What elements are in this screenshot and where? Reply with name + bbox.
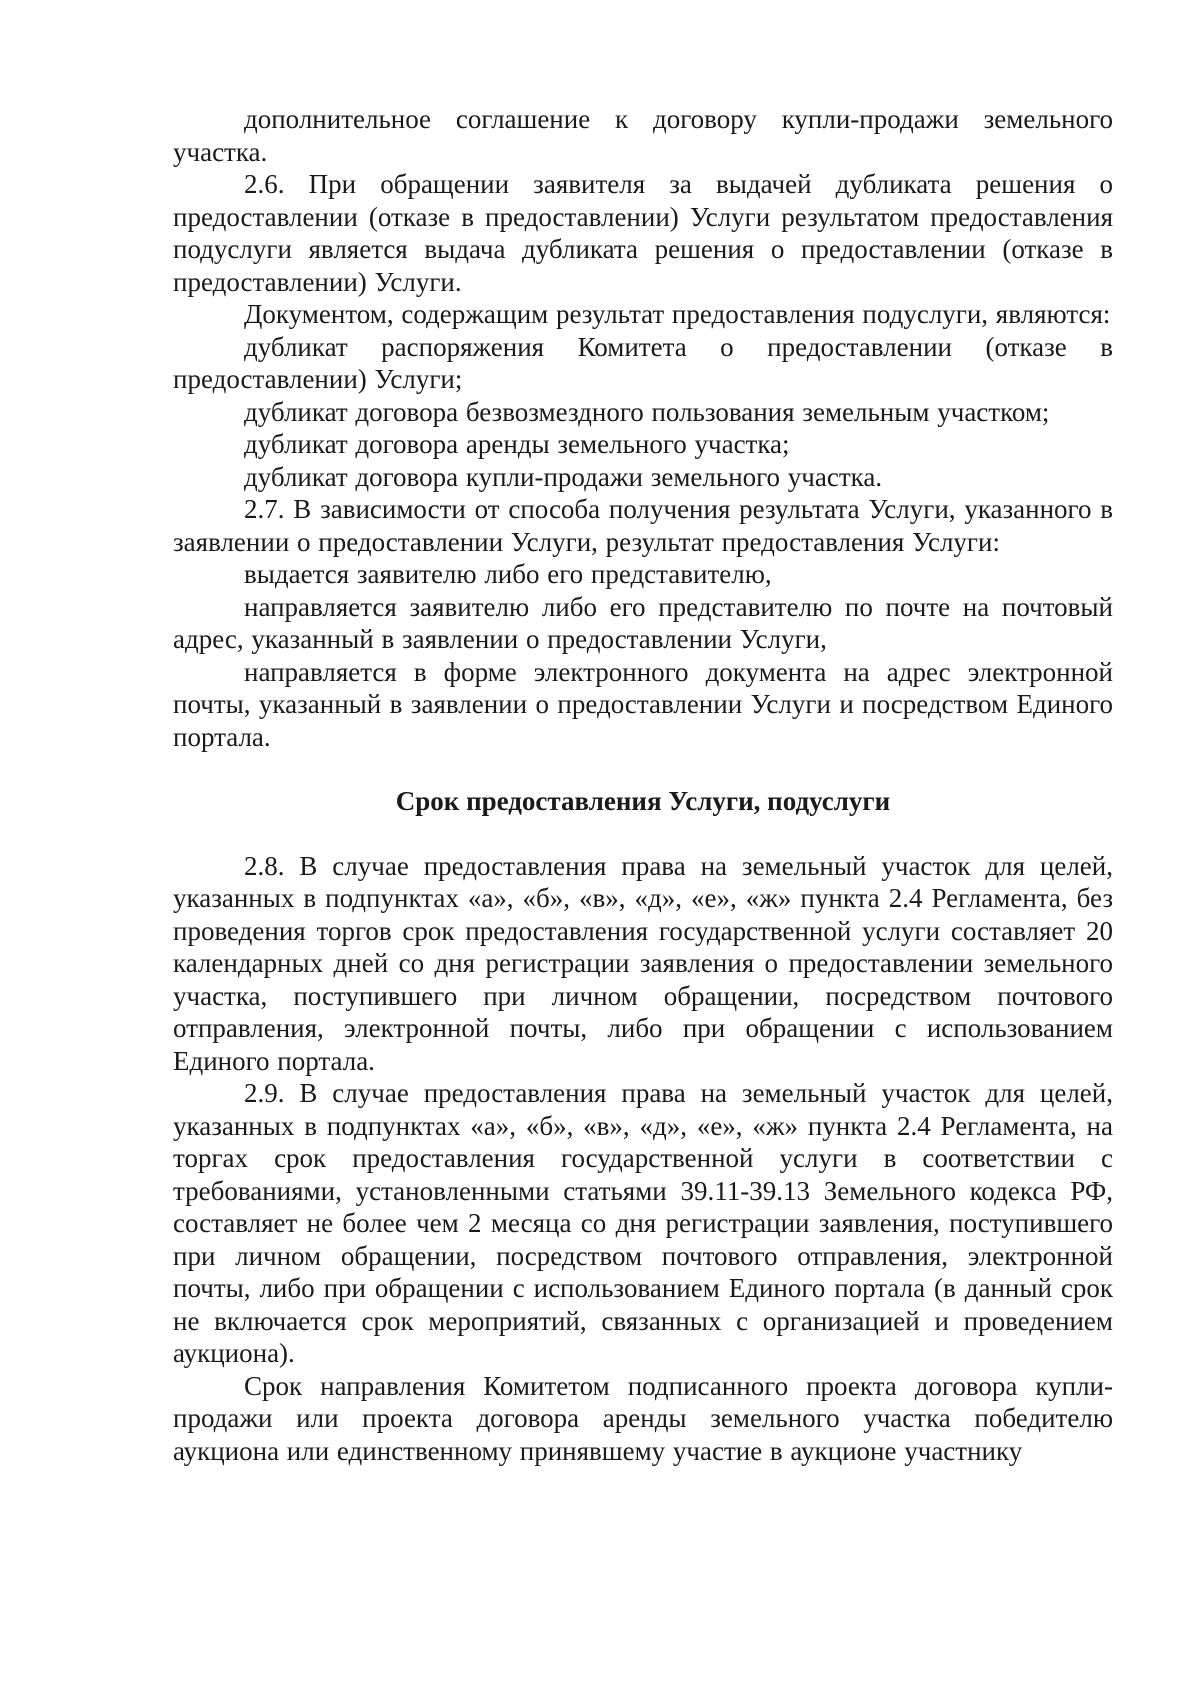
list-item-lease-contract: дубликат договора аренды земельного участка;	[244, 429, 790, 459]
list-item-mail: направляется заявителю либо его представителю по почте на почтовый адрес, указанный в заявлении о предоставлении Услуги,	[173, 591, 1113, 654]
paragraph-contract-deadline: Срок направления Комитетом подписанного проекта договора купли-продажи или проекта договора аренды земельного участка победителю аукциона или единственному принявшему участие в аукционе участнику	[173, 1370, 1113, 1466]
paragraph-result-documents: Документом, содержащим результат предоставления подуслуги, являются:	[244, 299, 1111, 329]
paragraph-2-7: 2.7. В зависимости от способа получения результата Услуги, указанного в заявлении о предоставлении Услуги, результат предоставления Услуги:	[173, 494, 1113, 557]
list-item-order-duplicate: дубликат распоряжения Комитета о предоставлении (отказе в предоставлении) Услуги;	[173, 331, 1113, 394]
list-item-electronic: направляется в форме электронного документа на адрес электронной почты, указанный в заявлении о предоставлении Услуги и посредством Единого портала.	[173, 656, 1113, 752]
list-item-issued: выдается заявителю либо его представителю,	[244, 559, 772, 589]
document-page	[173, 103, 1113, 1467]
section-heading: Срок предоставления Услуги, подуслуги	[395, 786, 891, 816]
paragraph-2-8: 2.8. В случае предоставления права на земельный участок для целей, указанных в подпунктах «а», «б», «в», «д», «е», «ж» пункта 2.4 Регламента, без проведения торгов срок предоставления государственной услуги составляет 20 календарных дней со дня регистрации заявления о предоставлении земельного участка, поступившего при личном обращении, посредством почтового отправления, электронной почты, либо при обращении с использованием Единого портала.	[173, 850, 1113, 1076]
spacer	[173, 818, 1113, 850]
paragraph-continuation: дополнительное соглашение к договору купли-продажи земельного участка.	[173, 104, 1113, 167]
paragraph-2-9: 2.9. В случае предоставления права на земельный участок для целей, указанных в подпунктах «а», «б», «в», «д», «е», «ж» пункта 2.4 Регламента, на торгах срок предоставления государственной услуги в соответствии с требованиями, установленными статьями 39.11-39.13 Земельного кодекса РФ, составляет не более чем 2 месяца со дня регистрации заявления, поступившего при личном обращении, посредством почтового отправления, электронной почты, либо при обращении с использованием Единого портала (в данный срок не включается срок мероприятий, связанных с организацией и проведением аукциона).	[173, 1078, 1113, 1368]
list-item-sale-contract: дубликат договора купли-продажи земельного участка.	[244, 461, 883, 492]
paragraph-2-6: 2.6. При обращении заявителя за выдачей дубликата решения о предоставлении (отказе в предоставлении) Услуги результатом предоставления подуслуги является выдача дубликата решения о предоставлении (отказе в предоставлении) Услуги.	[173, 169, 1113, 297]
spacer	[173, 753, 1113, 785]
list-item-free-use-contract: дубликат договора безвозмездного пользования земельным участком;	[244, 396, 1050, 427]
